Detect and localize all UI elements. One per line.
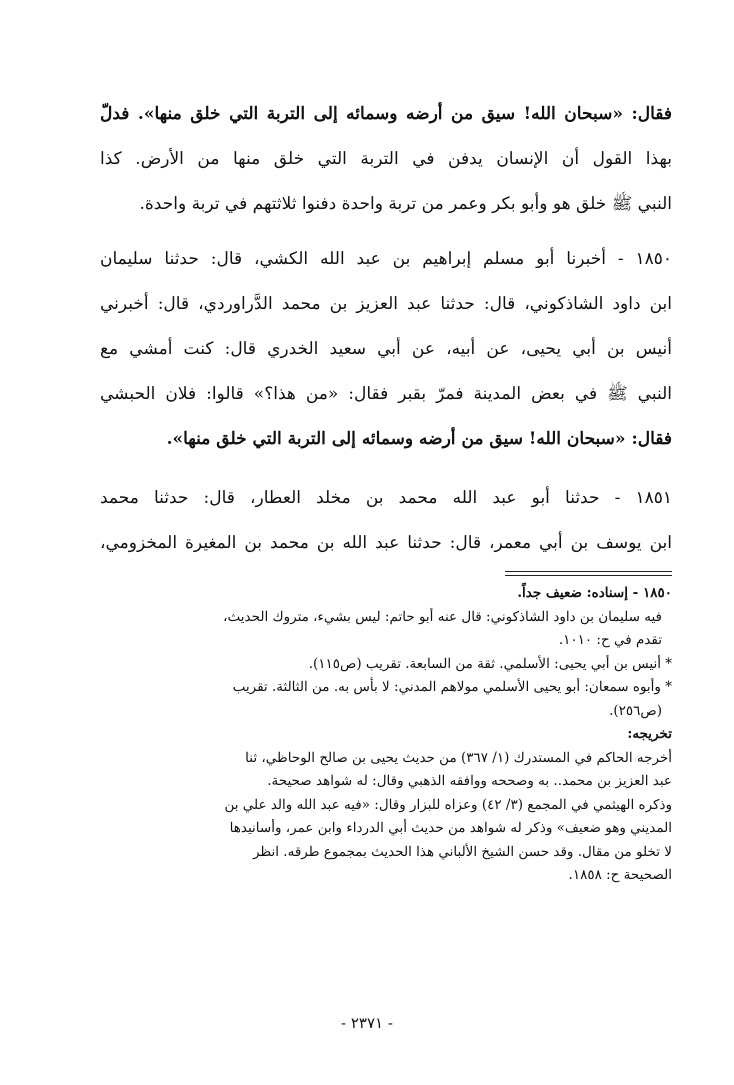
footnote-line: لا تخلو من مقال. وقد حسن الشيخ الألباني هذا الحديث بمجموع طرقه. انظر xyxy=(252,843,672,860)
text-line: فقال: «سبحان الله! سيق من أرضه وسمائه إلى التربة التي خلق منها». فدلّ xyxy=(100,104,672,124)
text-line: النبي ﷺ في بعض المدينة فمرّ بقبر فقال: «من هذا؟» قالوا: فلان الحبشي xyxy=(100,384,672,404)
footnote-divider xyxy=(505,575,672,576)
text-line: ١٨٥١ - حدثنا أبو عبد الله محمد بن مخلد العطار، قال: حدثنا محمد xyxy=(100,488,672,508)
text-line: فقال: «سبحان الله! سيق من أرضه وسمائه إلى التربة التي خلق منها». xyxy=(166,429,672,449)
footnote-line: تقدم في ح: ١٠١٠. xyxy=(558,632,662,648)
hadith-1851 xyxy=(100,476,672,566)
footnotes xyxy=(100,582,672,888)
footnote-line: فيه سليمان بن داود الشاذكوني: قال عنه أبو حاتم: ليس بشيء، متروك الحديث، xyxy=(223,608,662,625)
paragraph-intro xyxy=(100,92,672,227)
text-line: ابن داود الشاذكوني، قال: حدثنا عبد العزيز بن محمد الدَّراوردي، قال: أخبرني xyxy=(100,294,672,314)
footnote-line: الصحيحة ح: ١٨٥٨. xyxy=(568,867,672,883)
footnote-line: عبد العزيز بن محمد.. به وصححه ووافقه الذهبي وقال: له شواهد صحيحة. xyxy=(267,773,672,789)
text-line: ١٨٥٠ - أخبرنا أبو مسلم إبراهيم بن عبد الله الكشي، قال: حدثنا سليمان xyxy=(100,249,672,269)
footnote-line: (ص٢٥٦). xyxy=(609,702,662,719)
main-text xyxy=(100,92,672,566)
text-line: أنيس بن أبي يحيى، عن أبيه، عن أبي سعيد الخدري قال: كنت أمشي مع xyxy=(100,339,672,359)
takhrij-heading: تخريجه: xyxy=(627,726,672,742)
text-line: ابن يوسف بن أبي معمر، قال: حدثنا عبد الله بن محمد بن المغيرة المخزومي، xyxy=(100,533,672,553)
hadith-1850 xyxy=(100,237,672,462)
page-number: - ٢٣٧١ - xyxy=(341,1014,393,1032)
text-line: النبي ﷺ خلق هو وأبو بكر وعمر من تربة واحدة دفنوا ثلاثتهم في تربة واحدة. xyxy=(139,194,672,214)
footnote-line: * وأبوه سمعان: أبو يحيى الأسلمي مولاهم المدني: لا بأس به. من الثالثة. تقريب xyxy=(232,679,672,695)
footnote-line: * أنيس بن أبي يحيى: الأسلمي. ثقة من السابعة. تقريب (ص١١٥). xyxy=(308,655,672,672)
isnad-heading: ١٨٥٠ - إسناده: ضعيف جداً. xyxy=(517,585,672,601)
footnote-line: المديني وهو ضعيف» وذكر له شواهد من حديث أبي الدرداء وابن عمر، وأسانيدها xyxy=(229,820,672,836)
footnote-line: وذكره الهيثمي في المجمع (٣/ ٤٢) وعزاه للبزار وقال: «فيه عبد الله والد علي بن xyxy=(224,796,672,813)
text-line: بهذا القول أن الإنسان يدفن في التربة التي خلق منها من الأرض. كذا xyxy=(100,149,672,169)
footnote-divider xyxy=(505,571,672,572)
footnote-line: أخرجه الحاكم في المستدرك (١/ ٣٦٧) من حديث يحيى بن صالح الوحاظي، ثنا xyxy=(245,749,672,766)
